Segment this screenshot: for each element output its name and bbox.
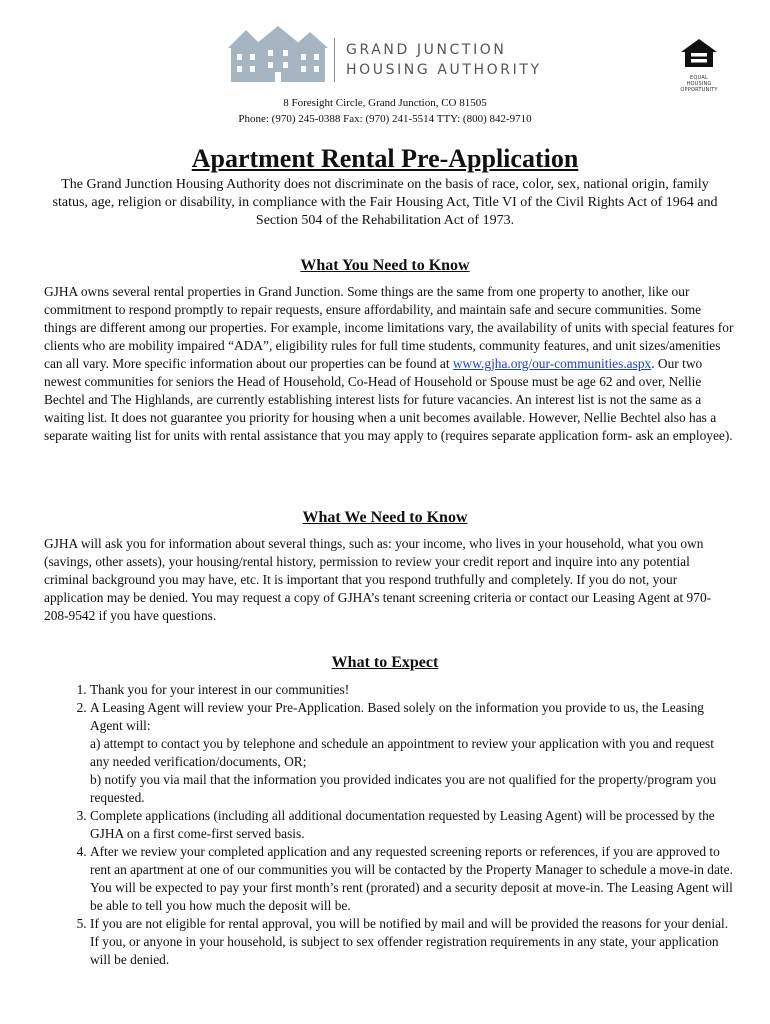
list-item-text: A Leasing Agent will review your Pre-Application. Based solely on the information you provide to us, the Leasing Agent will: [90,700,704,733]
body-text-before-link: GJHA owns several rental properties in Grand Junction. Some things are the same from one property to another, like our commitment to respond promptly to repair requests, ensure affordability, and maintain safe and secure communities. Some things are different among our properties. For example, income limitations vary, the availability of units with special features for clients who are mobility impaired “ADA”, eligibility rules for full time students, community features, and unit sizes/amenities can all vary. More specific information about our properties can be found at [44,284,734,371]
list-subitem-b: b) notify you via mail that the information you provided indicates you are not qualified for the property/program you requested. [90,772,717,805]
list-item [90,681,734,699]
list-item [90,807,734,843]
logo-divider [334,38,335,82]
section-heading-what-we-need: What We Need to Know [302,509,468,526]
expect-list [44,681,734,969]
section-body-what-we-need: GJHA will ask you for information about several things, such as: your income, who lives in your household, what you own (savings, other assets), your housing/rental history, permission to review your credit report and inquire into any potential criminal background you may have, etc. It is important that you respond truthfully and completely. If you do not, your application may be denied. You may request a copy of GJHA’s tenant screening criteria or contact our Leasing Agent at 970-208-9542 if you have questions. [44,536,712,623]
equal-housing-logo [678,38,720,93]
logo-line-1: GRAND JUNCTION [346,42,507,58]
houses-logo-icon [226,26,332,84]
list-item [90,843,734,915]
logo-line-2: HOUSING AUTHORITY [346,62,542,78]
section-body-what-you-need [44,283,734,445]
letterhead [0,0,770,95]
equal-housing-icon [678,38,720,68]
section-heading-what-to-expect: What to Expect [331,654,439,671]
contact-info [0,95,770,127]
list-item-text: If you are not eligible for rental approval, you will be notified by mail and will be provided the reasons for your denial. If you, or anyone in your household, is subject to sex offender registration requirements in any state, your application will be denied. [90,916,729,967]
phone-line: Phone: (970) 245-0388 Fax: (970) 241-5514 TTY: (800) 842-9710 [238,113,532,125]
body-text-after-link: . Our two newest communities for seniors the Head of Household, Co-Head of Household or Spouse must be age 62 and over, Nellie Bechtel and The Highlands, are currently establishing interest lists for future vacancies. An interest list is not the same as a waiting list. It does not guarantee you priority for housing when a unit becomes available. However, Nellie Bechtel also has a separate waiting list for units with rental assistance that you may apply to (requires separate application form- ask an employee). [44,356,733,443]
address-line: 8 Foresight Circle, Grand Junction, CO 81505 [283,97,487,109]
list-item-text: After we review your completed application and any requested screening reports or references, if you are approved to rent an apartment at one of our communities you will be contacted by the Property Manager to schedule a move-in date. You will be expected to pay your first month’s rent (prorated) and a security deposit at move-in. The Leasing Agent will be able to tell you how much the deposit will be. [90,844,733,913]
list-subitem-a: a) attempt to contact you by telephone and schedule an appointment to review your application with you and request any needed verification/documents, OR; [90,736,714,769]
section-heading-what-you-need: What You Need to Know [300,257,470,274]
nondiscrimination-statement: The Grand Junction Housing Authority does not discriminate on the basis of race, color, sex, national origin, family status, age, religion or disability, in compliance with the Fair Housing Act, Title VI of the Civil Rights Act of 1964 and Section 504 of the Rehabilitation Act of 1973. [52,177,718,228]
equal-housing-caption: EQUAL HOUSING OPPORTUNITY [680,75,718,93]
communities-link[interactable]: www.gjha.org/our-communities.aspx [452,356,652,371]
page-title: Apartment Rental Pre-Application [191,144,579,173]
list-item [90,699,734,807]
list-item-text: Thank you for your interest in our communities! [90,682,350,697]
logo-wordmark [346,40,542,80]
list-item [90,915,734,969]
list-item-text: Complete applications (including all additional documentation requested by Leasing Agent) will be processed by the GJHA on a first come-first served basis. [90,808,715,841]
